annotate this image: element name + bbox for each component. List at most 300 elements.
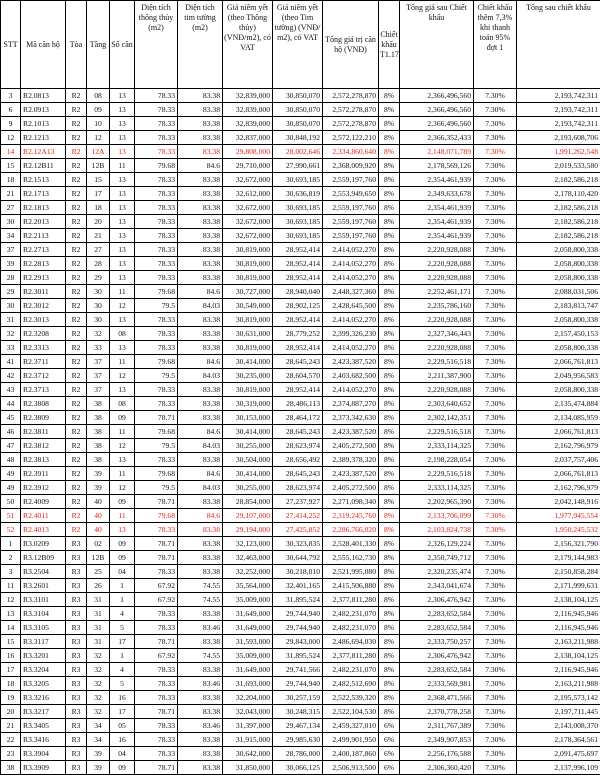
cell-tang: 32 bbox=[87, 649, 110, 663]
cell-gia-tim: 29,744,940 bbox=[273, 621, 323, 635]
cell-so: 13 bbox=[110, 453, 135, 467]
cell-tong-sau: 1,950,245,532 bbox=[517, 523, 600, 537]
cell-ck-them: 7.30% bbox=[474, 733, 517, 747]
table-row bbox=[1, 523, 600, 537]
cell-stt: 11 bbox=[1, 579, 21, 593]
cell-gia-tim: 28,623,974 bbox=[273, 439, 323, 453]
table-row bbox=[1, 411, 600, 425]
cell-dt-tim: 84.6 bbox=[178, 355, 223, 369]
cell-sau-ck: 2,178,569,126 bbox=[400, 159, 474, 173]
cell-toa: R2 bbox=[66, 495, 87, 509]
cell-stt: 2 bbox=[1, 551, 21, 565]
cell-tong-sau: 2,137,996,109 bbox=[517, 761, 600, 775]
cell-dt-tt: 78.33 bbox=[135, 243, 178, 257]
cell-code: R2.3812 bbox=[21, 439, 66, 453]
cell-ck: 8% bbox=[379, 565, 400, 579]
cell-stt: 1 bbox=[1, 537, 21, 551]
cell-stt: 32 bbox=[1, 327, 21, 341]
cell-dt-tim: 83.46 bbox=[178, 621, 223, 635]
cell-code: R2.1513 bbox=[21, 173, 66, 187]
cell-tong: 2,405,272,500 bbox=[323, 439, 379, 453]
cell-dt-tt: 78.33 bbox=[135, 607, 178, 621]
cell-sau-ck: 2,333,114,325 bbox=[400, 481, 474, 495]
cell-dt-tim: 83.38 bbox=[178, 733, 223, 747]
cell-ck: 8% bbox=[379, 355, 400, 369]
cell-tong-sau: 2,088,031,506 bbox=[517, 285, 600, 299]
cell-gia-tim: 28,952,414 bbox=[273, 257, 323, 271]
cell-gia-tim: 28,656,492 bbox=[273, 453, 323, 467]
table-row bbox=[1, 159, 600, 173]
cell-sau-ck: 2,327,346,443 bbox=[400, 327, 474, 341]
cell-toa: R2 bbox=[66, 523, 87, 537]
table-row bbox=[1, 89, 600, 103]
cell-dt-tim: 83.38 bbox=[178, 565, 223, 579]
cell-toa: R3 bbox=[66, 537, 87, 551]
cell-toa: R3 bbox=[66, 677, 87, 691]
cell-tong: 2,559,197,760 bbox=[323, 215, 379, 229]
cell-code: R2.4013 bbox=[21, 523, 66, 537]
cell-so: 13 bbox=[110, 131, 135, 145]
cell-tong: 2,528,401,330 bbox=[323, 537, 379, 551]
cell-sau-ck: 2,303,640,652 bbox=[400, 397, 474, 411]
cell-so: 13 bbox=[110, 215, 135, 229]
cell-ck-them: 7.30% bbox=[474, 593, 517, 607]
cell-dt-tim: 84.03 bbox=[178, 369, 223, 383]
cell-sau-ck: 2,256,176,588 bbox=[400, 747, 474, 761]
table-row bbox=[1, 691, 600, 705]
cell-ck: 8% bbox=[379, 103, 400, 117]
cell-dt-tim: 74.55 bbox=[178, 579, 223, 593]
cell-gia-tt: 29,107,000 bbox=[223, 509, 273, 523]
cell-gia-tim: 30,323,835 bbox=[273, 537, 323, 551]
cell-sau-ck: 2,366,496,560 bbox=[400, 103, 474, 117]
cell-gia-tt: 32,672,000 bbox=[223, 173, 273, 187]
cell-stt: 44 bbox=[1, 397, 21, 411]
cell-dt-tim: 83.38 bbox=[178, 607, 223, 621]
cell-tong: 2,423,387,520 bbox=[323, 467, 379, 481]
cell-dt-tim: 83.38 bbox=[178, 691, 223, 705]
cell-code: R2.4009 bbox=[21, 495, 66, 509]
cell-ck: 8% bbox=[379, 649, 400, 663]
cell-stt: 17 bbox=[1, 663, 21, 677]
cell-tang: 25 bbox=[87, 565, 110, 579]
header-chiet-khau: Chiết khấu T1.17 bbox=[379, 1, 400, 89]
cell-stt: 46 bbox=[1, 425, 21, 439]
cell-stt: 20 bbox=[1, 705, 21, 719]
cell-code: R2.2013 bbox=[21, 215, 66, 229]
cell-stt: 39 bbox=[1, 257, 21, 271]
cell-code: R2.3808 bbox=[21, 397, 66, 411]
cell-stt: 6 bbox=[1, 103, 21, 117]
table-row bbox=[1, 145, 600, 159]
cell-ck-them: 7.30% bbox=[474, 677, 517, 691]
cell-dt-tim: 83.38 bbox=[178, 327, 223, 341]
cell-tang: 32 bbox=[87, 327, 110, 341]
table-row bbox=[1, 117, 600, 131]
cell-gia-tt: 31,593,000 bbox=[223, 635, 273, 649]
cell-ck: 6% bbox=[379, 747, 400, 761]
cell-dt-tt: 78.33 bbox=[135, 187, 178, 201]
cell-gia-tt: 31,850,000 bbox=[223, 761, 273, 775]
cell-tang: 27 bbox=[87, 243, 110, 257]
cell-gia-tim: 30,850,070 bbox=[273, 103, 323, 117]
cell-ck: 8% bbox=[379, 173, 400, 187]
cell-so: 11 bbox=[110, 285, 135, 299]
cell-tong: 2,414,052,270 bbox=[323, 313, 379, 327]
cell-code: R3.3105 bbox=[21, 621, 66, 635]
cell-gia-tt: 32,252,000 bbox=[223, 565, 273, 579]
cell-toa: R2 bbox=[66, 131, 87, 145]
cell-sau-ck: 2,370,778,258 bbox=[400, 705, 474, 719]
cell-tong-sau: 2,182,586,218 bbox=[517, 229, 600, 243]
cell-gia-tim: 28,902,125 bbox=[273, 299, 323, 313]
cell-so: 4 bbox=[110, 663, 135, 677]
cell-dt-tt: 78.71 bbox=[135, 411, 178, 425]
cell-sau-ck: 2,229,516,518 bbox=[400, 355, 474, 369]
cell-tang: 32 bbox=[87, 663, 110, 677]
cell-dt-tt: 78.33 bbox=[135, 621, 178, 635]
cell-sau-ck: 2,306,360,420 bbox=[400, 761, 474, 775]
cell-code: R2.0813 bbox=[21, 89, 66, 103]
cell-tong-sau: 2,163,211,988 bbox=[517, 635, 600, 649]
cell-tong-sau: 2,156,321,790 bbox=[517, 537, 600, 551]
cell-tong: 2,389,378,320 bbox=[323, 453, 379, 467]
cell-sau-ck: 2,349,907,853 bbox=[400, 733, 474, 747]
cell-tang: 39 bbox=[87, 467, 110, 481]
table-row bbox=[1, 579, 600, 593]
table-row bbox=[1, 103, 600, 117]
cell-tang: 12B bbox=[87, 159, 110, 173]
cell-ck: 8% bbox=[379, 243, 400, 257]
cell-dt-tim: 83.38 bbox=[178, 103, 223, 117]
cell-stt: 41 bbox=[1, 355, 21, 369]
cell-tong-sau: 2,135,474,884 bbox=[517, 397, 600, 411]
cell-tong: 2,400,187,860 bbox=[323, 747, 379, 761]
cell-gia-tim: 28,952,414 bbox=[273, 313, 323, 327]
table-row bbox=[1, 761, 600, 775]
cell-tong: 2,319,245,760 bbox=[323, 509, 379, 523]
cell-dt-tt: 67.92 bbox=[135, 579, 178, 593]
cell-dt-tt: 79.68 bbox=[135, 509, 178, 523]
cell-code: R2.2713 bbox=[21, 243, 66, 257]
cell-stt: 15 bbox=[1, 159, 21, 173]
cell-gia-tim: 28,952,414 bbox=[273, 341, 323, 355]
cell-code: R2.1213 bbox=[21, 131, 66, 145]
cell-so: 12 bbox=[110, 299, 135, 313]
cell-dt-tim: 83.38 bbox=[178, 495, 223, 509]
cell-stt: 48 bbox=[1, 453, 21, 467]
cell-sau-ck: 2,220,928,088 bbox=[400, 257, 474, 271]
table-row bbox=[1, 243, 600, 257]
cell-tong: 2,414,052,270 bbox=[323, 383, 379, 397]
header-stt: STT bbox=[1, 1, 21, 89]
header-chiet-khau-them: Chiết khấu thêm 7,3% khi thanh toán 95% đợt 1 bbox=[474, 1, 517, 89]
cell-tong-sau: 2,091,475,697 bbox=[517, 747, 600, 761]
cell-so: 11 bbox=[110, 159, 135, 173]
cell-so: 13 bbox=[110, 383, 135, 397]
cell-so: 12 bbox=[110, 481, 135, 495]
cell-dt-tim: 83.38 bbox=[178, 551, 223, 565]
cell-toa: R3 bbox=[66, 565, 87, 579]
cell-toa: R3 bbox=[66, 691, 87, 705]
cell-stt: 42 bbox=[1, 369, 21, 383]
cell-gia-tim: 27,990,661 bbox=[273, 159, 323, 173]
cell-tong: 2,506,913,500 bbox=[323, 761, 379, 775]
cell-tong-sau: 2,066,761,813 bbox=[517, 467, 600, 481]
cell-gia-tt: 32,839,000 bbox=[223, 103, 273, 117]
cell-so: 05 bbox=[110, 719, 135, 733]
cell-stt: 49 bbox=[1, 467, 21, 481]
table-row bbox=[1, 369, 600, 383]
cell-so: 04 bbox=[110, 565, 135, 579]
cell-dt-tt: 67.92 bbox=[135, 593, 178, 607]
table-row bbox=[1, 537, 600, 551]
cell-code: R2.4011 bbox=[21, 509, 66, 523]
cell-ck-them: 7.30% bbox=[474, 761, 517, 775]
cell-toa: R3 bbox=[66, 593, 87, 607]
cell-ck: 8% bbox=[379, 313, 400, 327]
cell-dt-tt: 78.71 bbox=[135, 635, 178, 649]
cell-gia-tim: 28,002,646 bbox=[273, 145, 323, 159]
cell-so: 13 bbox=[110, 257, 135, 271]
cell-stt: 27 bbox=[1, 201, 21, 215]
cell-toa: R2 bbox=[66, 355, 87, 369]
cell-code: R2.3811 bbox=[21, 425, 66, 439]
cell-so: 13 bbox=[110, 271, 135, 285]
cell-tong: 2,482,231,070 bbox=[323, 663, 379, 677]
cell-toa: R2 bbox=[66, 509, 87, 523]
cell-sau-ck: 2,229,516,518 bbox=[400, 467, 474, 481]
cell-ck-them: 7.30% bbox=[474, 229, 517, 243]
cell-ck-them: 7.30% bbox=[474, 243, 517, 257]
cell-sau-ck: 2,366,352,433 bbox=[400, 131, 474, 145]
cell-gia-tim: 30,693,185 bbox=[273, 229, 323, 243]
cell-code: R3.3909 bbox=[21, 761, 66, 775]
cell-toa: R2 bbox=[66, 187, 87, 201]
cell-dt-tim: 83.38 bbox=[178, 761, 223, 775]
cell-ck-them: 7.30% bbox=[474, 411, 517, 425]
cell-tong: 2,482,231,070 bbox=[323, 621, 379, 635]
cell-code: R3.3101 bbox=[21, 593, 66, 607]
table-row bbox=[1, 397, 600, 411]
cell-gia-tim: 29,744,940 bbox=[273, 677, 323, 691]
cell-dt-tt: 79.68 bbox=[135, 159, 178, 173]
table-row bbox=[1, 551, 600, 565]
cell-stt: 38 bbox=[1, 761, 21, 775]
cell-ck-them: 7.30% bbox=[474, 495, 517, 509]
cell-sau-ck: 2,343,041,674 bbox=[400, 579, 474, 593]
cell-sau-ck: 2,354,461,939 bbox=[400, 215, 474, 229]
cell-code: R2.2113 bbox=[21, 229, 66, 243]
cell-sau-ck: 2,306,476,942 bbox=[400, 593, 474, 607]
cell-gia-tt: 30,819,000 bbox=[223, 341, 273, 355]
cell-ck-them: 7.30% bbox=[474, 537, 517, 551]
cell-tong: 2,377,811,280 bbox=[323, 649, 379, 663]
cell-code: R2.3809 bbox=[21, 411, 66, 425]
cell-toa: R2 bbox=[66, 271, 87, 285]
cell-dt-tim: 83.38 bbox=[178, 131, 223, 145]
cell-stt: 15 bbox=[1, 635, 21, 649]
cell-tong: 2,414,052,270 bbox=[323, 271, 379, 285]
cell-ck-them: 7.30% bbox=[474, 649, 517, 663]
cell-tang: 37 bbox=[87, 355, 110, 369]
cell-gia-tim: 30,693,185 bbox=[273, 201, 323, 215]
cell-tong-sau: 2,116,945,946 bbox=[517, 621, 600, 635]
cell-so: 11 bbox=[110, 509, 135, 523]
cell-tong-sau: 2,066,761,813 bbox=[517, 355, 600, 369]
cell-so: 04 bbox=[110, 747, 135, 761]
cell-sau-ck: 2,333,114,325 bbox=[400, 439, 474, 453]
cell-tang: 30 bbox=[87, 285, 110, 299]
cell-sau-ck: 2,103,824,738 bbox=[400, 523, 474, 537]
cell-dt-tim: 83.38 bbox=[178, 313, 223, 327]
cell-tong: 2,499,901,950 bbox=[323, 733, 379, 747]
cell-dt-tt: 79.68 bbox=[135, 467, 178, 481]
cell-code: R2.3911 bbox=[21, 467, 66, 481]
cell-ck-them: 7.30% bbox=[474, 565, 517, 579]
cell-gia-tim: 30,248,315 bbox=[273, 705, 323, 719]
cell-tang: 18 bbox=[87, 201, 110, 215]
cell-dt-tt: 79.5 bbox=[135, 299, 178, 313]
cell-sau-ck: 2,148,071,789 bbox=[400, 145, 474, 159]
cell-ck-them: 7.30% bbox=[474, 439, 517, 453]
cell-gia-tt: 32,672,000 bbox=[223, 201, 273, 215]
table-row bbox=[1, 621, 600, 635]
cell-ck-them: 7.30% bbox=[474, 327, 517, 341]
cell-tong: 2,377,811,280 bbox=[323, 593, 379, 607]
cell-ck: 8% bbox=[379, 537, 400, 551]
table-row bbox=[1, 705, 600, 719]
header-gia-tim-tuong: Giá niêm yết (theo Tim tường) (VNĐ/ m2), có VAT bbox=[273, 1, 323, 89]
cell-ck: 8% bbox=[379, 369, 400, 383]
cell-ck-them: 7.30% bbox=[474, 579, 517, 593]
cell-dt-tim: 83.38 bbox=[178, 89, 223, 103]
cell-toa: R2 bbox=[66, 159, 87, 173]
cell-gia-tt: 30,414,000 bbox=[223, 467, 273, 481]
cell-tang: 38 bbox=[87, 411, 110, 425]
table-row bbox=[1, 341, 600, 355]
cell-gia-tt: 32,672,000 bbox=[223, 215, 273, 229]
cell-dt-tt: 78.33 bbox=[135, 565, 178, 579]
cell-ck-them: 7.30% bbox=[474, 467, 517, 481]
cell-gia-tim: 30,693,185 bbox=[273, 173, 323, 187]
header-ma-can-ho: Mã căn hộ bbox=[21, 1, 66, 89]
cell-gia-tt: 30,255,000 bbox=[223, 439, 273, 453]
cell-dt-tt: 78.33 bbox=[135, 663, 178, 677]
cell-so: 09 bbox=[110, 411, 135, 425]
cell-gia-tim: 30,636,819 bbox=[273, 187, 323, 201]
cell-tang: 12B bbox=[87, 551, 110, 565]
cell-dt-tim: 83.38 bbox=[178, 173, 223, 187]
cell-tong-sau: 2,183,813,747 bbox=[517, 299, 600, 313]
cell-so: 09 bbox=[110, 537, 135, 551]
cell-dt-tim: 84.6 bbox=[178, 467, 223, 481]
cell-stt: 30 bbox=[1, 215, 21, 229]
cell-dt-tt: 78.33 bbox=[135, 313, 178, 327]
cell-tong-sau: 2,182,586,218 bbox=[517, 201, 600, 215]
cell-sau-ck: 2,368,471,566 bbox=[400, 691, 474, 705]
cell-stt: 12 bbox=[1, 131, 21, 145]
cell-stt: 23 bbox=[1, 747, 21, 761]
cell-dt-tim: 83.38 bbox=[178, 187, 223, 201]
cell-tong-sau: 2,116,945,946 bbox=[517, 607, 600, 621]
cell-dt-tim: 84.03 bbox=[178, 299, 223, 313]
cell-dt-tt: 78.33 bbox=[135, 103, 178, 117]
cell-dt-tt: 78.33 bbox=[135, 719, 178, 733]
cell-gia-tt: 32,043,000 bbox=[223, 705, 273, 719]
cell-tong: 2,559,197,760 bbox=[323, 201, 379, 215]
cell-tong-sau: 2,066,761,813 bbox=[517, 425, 600, 439]
cell-toa: R2 bbox=[66, 145, 87, 159]
cell-so: 1 bbox=[110, 579, 135, 593]
cell-toa: R2 bbox=[66, 439, 87, 453]
cell-gia-tim: 29,741,566 bbox=[273, 663, 323, 677]
cell-gia-tt: 31,649,000 bbox=[223, 621, 273, 635]
cell-tong-sau: 2,138,104,125 bbox=[517, 649, 600, 663]
cell-gia-tim: 30,257,159 bbox=[273, 691, 323, 705]
cell-ck-them: 7.30% bbox=[474, 747, 517, 761]
cell-so: 16 bbox=[110, 691, 135, 705]
cell-gia-tt: 30,642,000 bbox=[223, 747, 273, 761]
cell-so: 4 bbox=[110, 607, 135, 621]
cell-tong: 2,423,387,520 bbox=[323, 355, 379, 369]
table-row bbox=[1, 383, 600, 397]
table-row bbox=[1, 565, 600, 579]
table-row bbox=[1, 131, 600, 145]
cell-toa: R2 bbox=[66, 313, 87, 327]
cell-toa: R3 bbox=[66, 621, 87, 635]
cell-tang: 20 bbox=[87, 215, 110, 229]
cell-tong: 2,286,766,020 bbox=[323, 523, 379, 537]
cell-dt-tim: 83.38 bbox=[178, 397, 223, 411]
cell-tong-sau: 2,163,211,988 bbox=[517, 677, 600, 691]
cell-ck: 8% bbox=[379, 271, 400, 285]
cell-ck: 8% bbox=[379, 509, 400, 523]
cell-dt-tt: 78.71 bbox=[135, 705, 178, 719]
cell-so: 1 bbox=[110, 649, 135, 663]
cell-gia-tim: 30,066,125 bbox=[273, 761, 323, 775]
cell-ck: 8% bbox=[379, 187, 400, 201]
cell-ck-them: 7.30% bbox=[474, 719, 517, 733]
cell-tong-sau: 2,157,450,153 bbox=[517, 327, 600, 341]
cell-gia-tt: 31,649,000 bbox=[223, 607, 273, 621]
cell-tong-sau: 2,058,800,338 bbox=[517, 271, 600, 285]
cell-gia-tim: 28,952,414 bbox=[273, 383, 323, 397]
cell-tong: 2,403,682,500 bbox=[323, 369, 379, 383]
cell-so: 08 bbox=[110, 327, 135, 341]
cell-stt: 37 bbox=[1, 243, 21, 257]
cell-tang: 38 bbox=[87, 425, 110, 439]
cell-tang: 30 bbox=[87, 313, 110, 327]
cell-tong: 2,374,887,270 bbox=[323, 397, 379, 411]
cell-tang: 26 bbox=[87, 579, 110, 593]
cell-ck: 8% bbox=[379, 425, 400, 439]
cell-gia-tim: 27,237,927 bbox=[273, 495, 323, 509]
cell-tong-sau: 2,179,144,983 bbox=[517, 551, 600, 565]
cell-gia-tt: 31,397,000 bbox=[223, 719, 273, 733]
header-tong-gia-tri: Tổng giá trị căn hộ (VNĐ) bbox=[323, 1, 379, 89]
cell-dt-tim: 83.38 bbox=[178, 635, 223, 649]
cell-tang: 31 bbox=[87, 593, 110, 607]
cell-dt-tim: 83.38 bbox=[178, 201, 223, 215]
cell-tong: 2,555,162,730 bbox=[323, 551, 379, 565]
cell-stt: 47 bbox=[1, 439, 21, 453]
cell-dt-tim: 83.38 bbox=[178, 117, 223, 131]
cell-tang: 39 bbox=[87, 481, 110, 495]
cell-dt-tim: 84.6 bbox=[178, 425, 223, 439]
cell-tong-sau: 2,197,711,445 bbox=[517, 705, 600, 719]
cell-gia-tt: 29,194,000 bbox=[223, 523, 273, 537]
